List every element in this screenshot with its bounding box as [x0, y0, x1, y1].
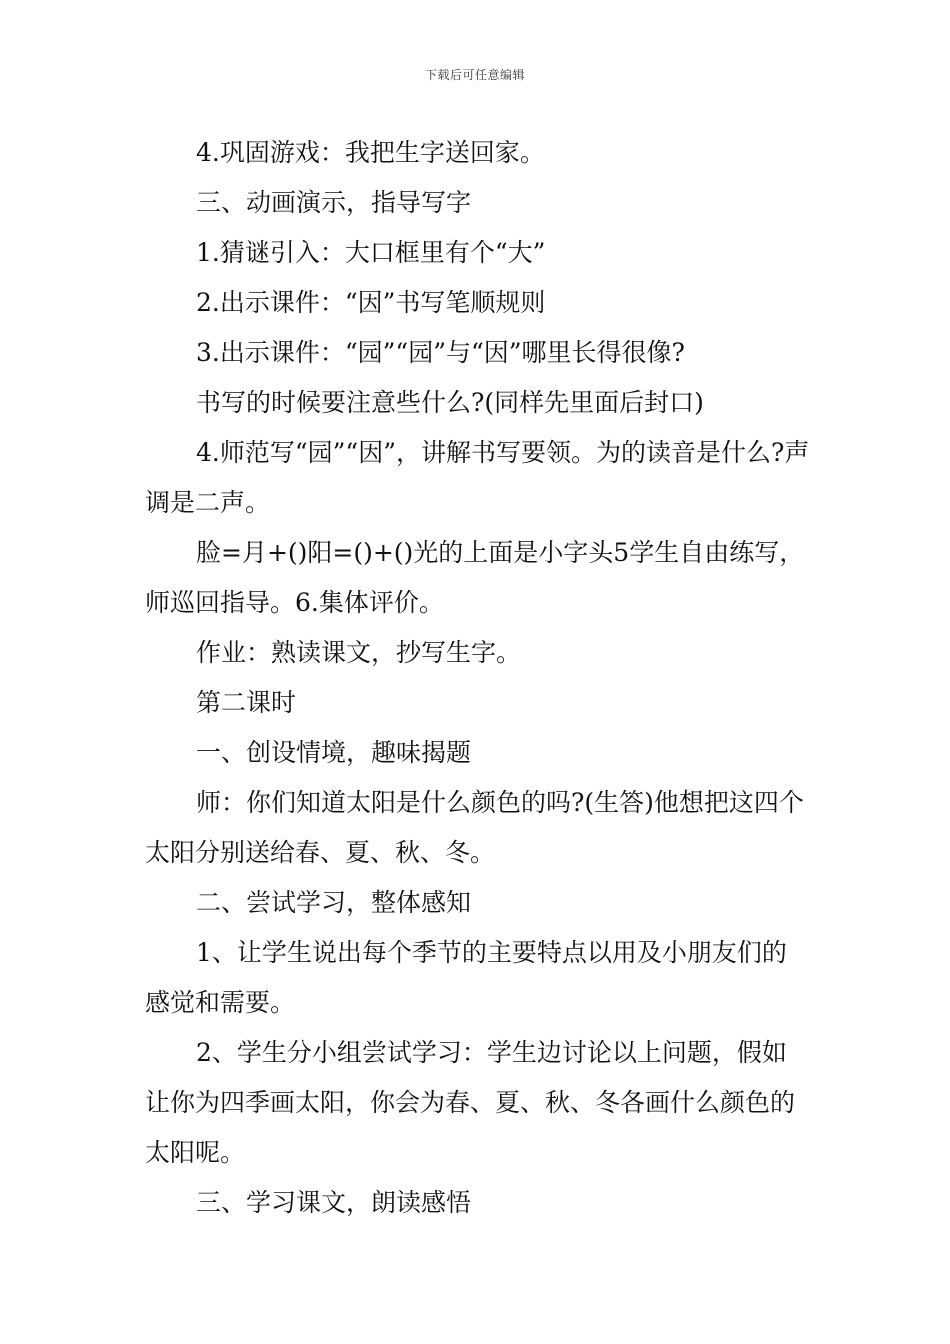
- paragraph-writing-notes: 书写的时候要注意些什么?(同样先里面后封口): [196, 388, 704, 417]
- paragraph-riddle: 1.猜谜引入：大口框里有个“大”: [196, 238, 546, 267]
- paragraph-game: 4.巩固游戏：我把生字送回家。: [196, 138, 545, 167]
- paragraph-teacher-question: 师：你们知道太阳是什么颜色的吗?(生答)他想把这四个太阳分别送给春、夏、秋、冬。: [145, 788, 804, 867]
- paragraph-compare: 3.出示课件：“园”“园”与“因”哪里长得很像?: [196, 338, 685, 367]
- section-heading-intro: 一、创设情境，趣味揭题: [196, 738, 472, 767]
- section-heading-animation: 三、动画演示，指导写字: [196, 188, 472, 217]
- paragraph-teacher-demo: 4.师范写“园”“因”，讲解书写要领。为的读音是什么?声调是二声。: [145, 438, 810, 517]
- paragraph-seasons: 1、让学生说出每个季节的主要特点以用及小朋友们的感觉和需要。: [145, 938, 787, 1017]
- paragraph-homework: 作业：熟读课文，抄写生字。: [196, 638, 522, 667]
- section-heading-trial: 二、尝试学习，整体感知: [196, 888, 472, 917]
- page-header: 下载后可任意编辑: [424, 68, 525, 82]
- section-heading-reading: 三、学习课文，朗读感悟: [196, 1188, 472, 1217]
- paragraph-stroke-order: 2.出示课件：“因”书写笔顺规则: [196, 288, 546, 317]
- document-body: [145, 128, 810, 1228]
- paragraph-practice: 脸=月+()阳=()+()光的上面是小字头5学生自由练写，师巡回指导。6.集体评价。: [145, 538, 805, 617]
- paragraph-group-study: 2、学生分小组尝试学习：学生边讨论以上问题，假如让你为四季画太阳，你会为春、夏、秋、冬各画什么颜色的太阳呢。: [145, 1038, 796, 1167]
- lesson-heading: 第二课时: [196, 688, 297, 717]
